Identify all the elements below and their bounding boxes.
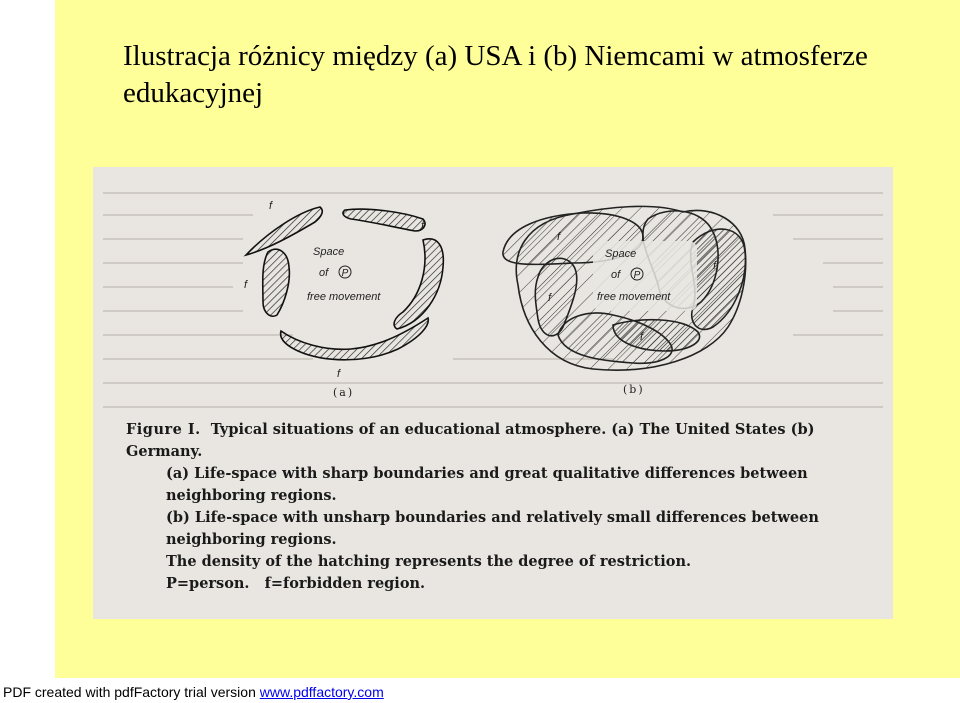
forbidden-label-a3: f xyxy=(244,279,248,291)
caption-note-legend: P=person. f=forbidden region. xyxy=(166,575,426,592)
person-label-b: P xyxy=(633,270,641,281)
region-b3 xyxy=(691,229,746,329)
forbidden-label-a4: f xyxy=(337,368,341,380)
figure-id: Figure I. xyxy=(126,421,201,438)
panel-label-a: (a) xyxy=(333,386,355,399)
forbidden-region-a4 xyxy=(394,239,443,329)
caption-item-a: (a) Life-space with sharp boundaries and great qualitative differences between neighboring regions. xyxy=(166,465,808,504)
forbidden-label-b4: f xyxy=(640,331,644,343)
forbidden-region-a2 xyxy=(343,209,425,231)
forbidden-label-a2: f xyxy=(421,220,425,232)
diagram-b xyxy=(503,206,746,396)
forbidden-label-b2: f xyxy=(713,260,717,272)
caption-heading xyxy=(126,419,886,463)
caption-heading-text: Typical situations of an educational atmosphere. (a) The United States (b) Germany. xyxy=(126,421,815,460)
person-label-a: P xyxy=(341,268,349,279)
diagram-a xyxy=(244,200,443,399)
show-through-lines xyxy=(103,193,883,407)
forbidden-label-b1: f xyxy=(557,231,561,243)
scanned-figure xyxy=(93,167,893,619)
footer-link[interactable]: www.pdffactory.com xyxy=(259,684,384,700)
free-movement-label-a: free movement xyxy=(307,291,381,303)
forbidden-label-b3: f xyxy=(548,292,552,304)
pdf-footer xyxy=(3,684,384,701)
forbidden-region-a1 xyxy=(246,207,322,255)
panel-label-b: (b) xyxy=(623,383,645,396)
figure-caption xyxy=(126,419,886,595)
forbidden-region-a3 xyxy=(263,249,290,316)
slide-title: Ilustracja różnicy między (a) USA i (b) Niemcami w atmosferze edukacyjnej xyxy=(123,40,868,109)
space-label-b: Space xyxy=(605,248,637,260)
forbidden-label-a1: f xyxy=(269,200,273,212)
of-label-b: of xyxy=(611,269,621,281)
figure-diagrams xyxy=(93,167,893,412)
of-label-a: of xyxy=(319,267,329,279)
space-label-a: Space xyxy=(313,246,345,258)
free-movement-label-b: free movement xyxy=(597,291,671,303)
caption-item-b: (b) Life-space with unsharp boundaries and relatively small differences between neighboring regions. xyxy=(166,509,819,548)
footer-prefix: PDF created with pdfFactory trial version xyxy=(3,684,260,700)
caption-note-density: The density of the hatching represents the degree of restriction. xyxy=(166,553,692,570)
